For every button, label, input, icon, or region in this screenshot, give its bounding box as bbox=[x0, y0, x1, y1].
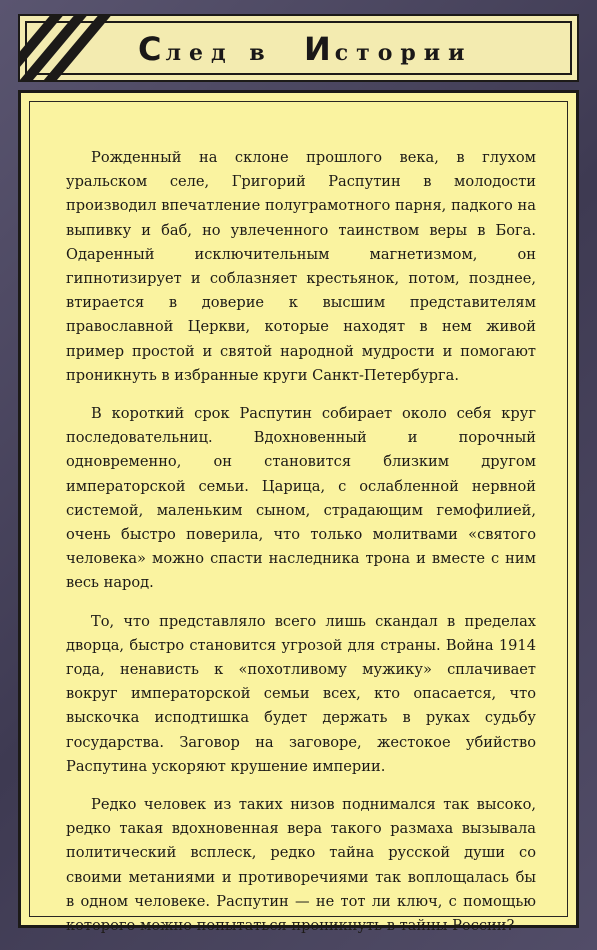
annotation-text bbox=[66, 146, 536, 950]
series-title-cap-2: И bbox=[303, 30, 335, 68]
paragraph: То, что представляло всего лишь скандал в пределах дворца, быстро становится угрозой для страны. Война 1914 года, ненависть к «похотливому мужику» сплачивает вокруг императорской семьи всех, кто опасается, что выскочка исподтишка будет держать в руках судьбу государства. Заговор на заговоре, жестокое убийство Распутина ускоряют крушение империи. bbox=[66, 612, 536, 775]
series-title-cap-1: С bbox=[138, 30, 166, 68]
paragraph: Рожденный на склоне прошлого века, в глухом уральском селе, Григорий Распутин в молодости производил впечатление полуграмотного парня, падкого на выпивку и баб, но увлеченного таинством веры в Бога. Одаренный исключительным магнетизмом, он гипнотизирует и соблазняет крестьянок, потом, позднее, втирается в доверие к высшим представителям православной Церкви, которые находят в нем живой пример простой и святой народной мудрости и помогают проникнуть в избранные круги Санкт-Петербурга. bbox=[66, 149, 536, 384]
series-header bbox=[18, 14, 579, 82]
series-title bbox=[138, 30, 472, 68]
series-title-word-1: лед в bbox=[165, 40, 273, 66]
paragraph: Редко человек из таких низов поднимался так высоко, редко такая вдохновенная вера такого размаха вызывала политический всплеск, редко тайна русской души со своими метаниями и противоречиями так воплощалась бы в одном человеке. Распутин — не тот ли ключ, с помощью которого можно попытаться проникнуть в тайны России? bbox=[66, 796, 536, 935]
paragraph: В короткий срок Распутин собирает около себя круг последовательниц. Вдохновенный и порочный одновременно, он становится близким другом императорской семьи. Царица, с ослабленной нервной системой, маленьким сыном, страдающим гемофилией, очень быстро поверила, что только молитвами «святого человека» можно спасти наследника трона и вместе с ним весь народ. bbox=[66, 405, 536, 592]
series-title-word-2: стории bbox=[334, 40, 473, 66]
